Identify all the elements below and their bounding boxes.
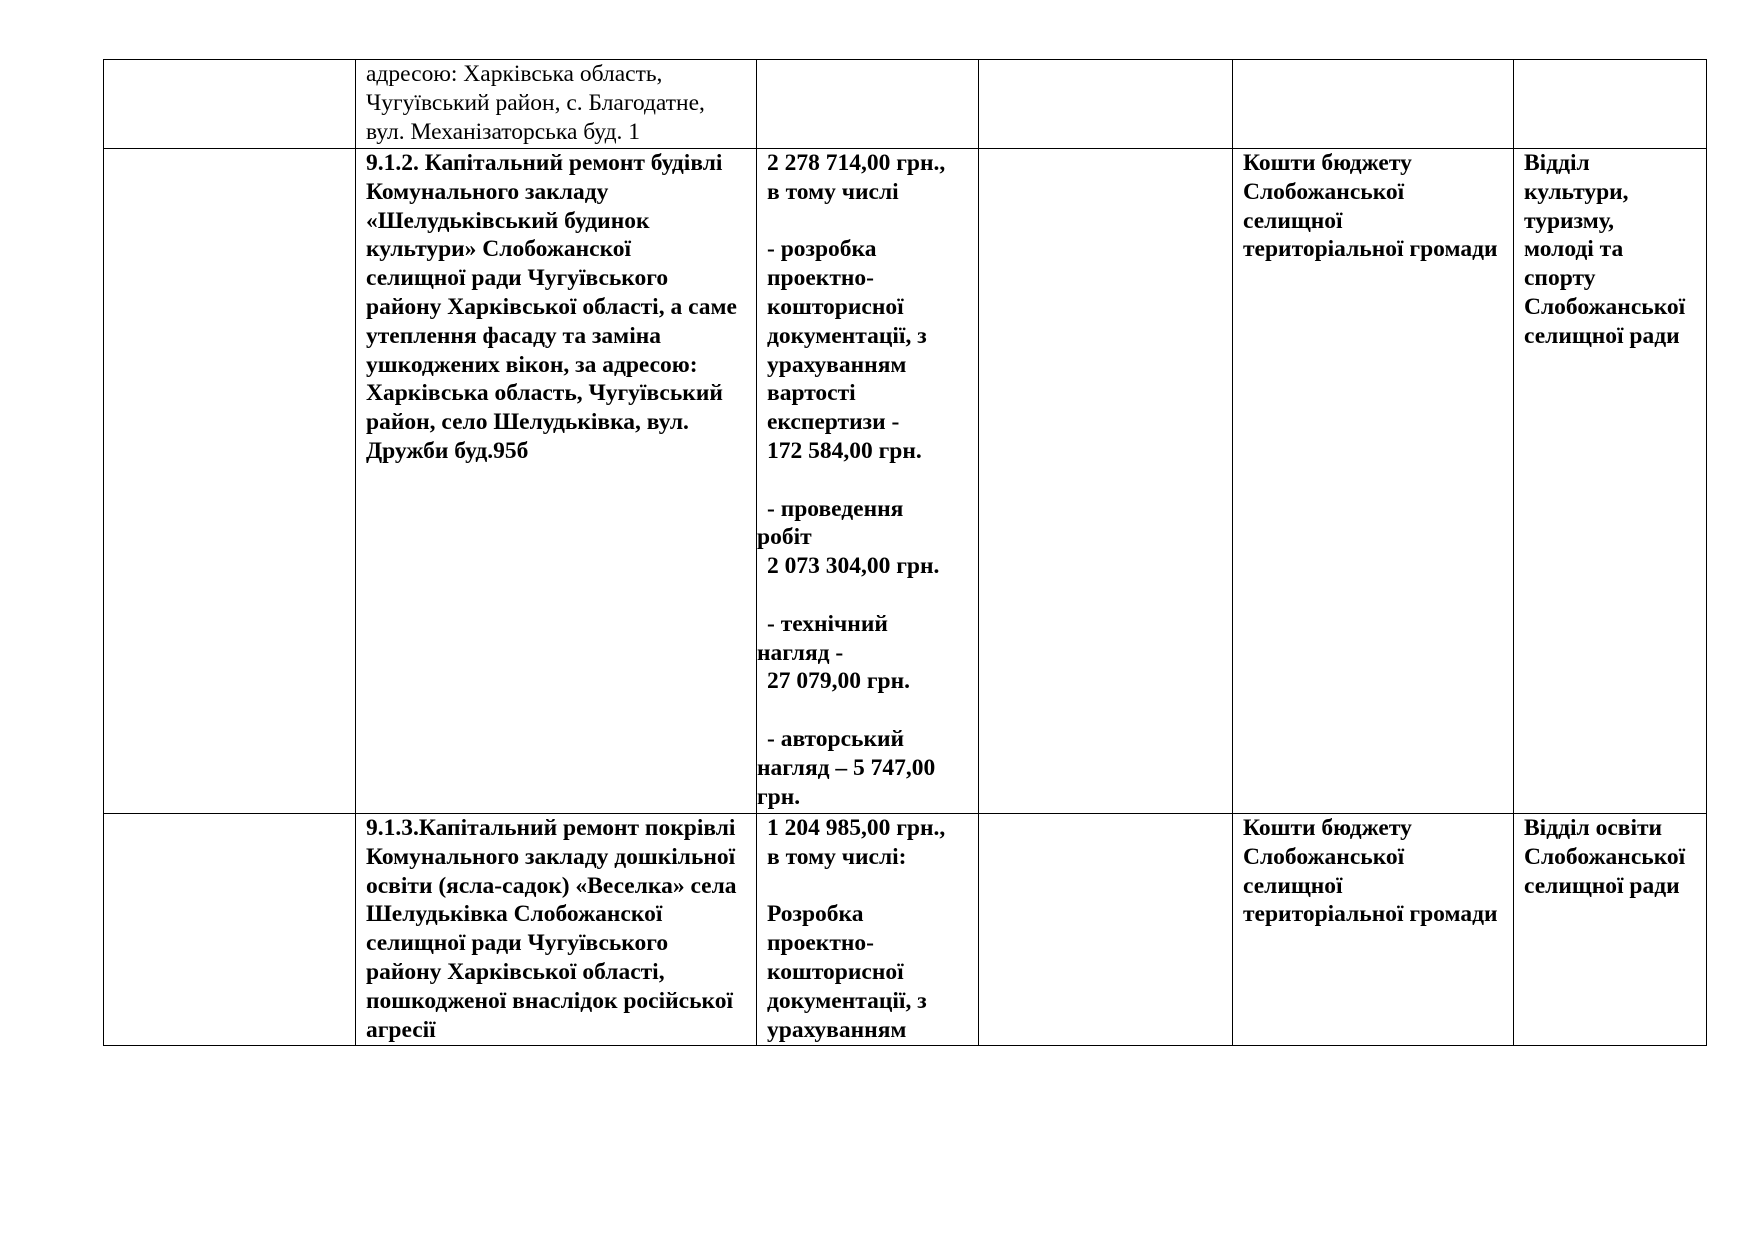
description-line: «Шелудьківський будинок [366,207,650,234]
executor-line: Відділ [1524,150,1590,176]
source-line: селищної [1243,207,1343,234]
source-cell [1233,149,1514,814]
amount-item-line: - технічний [767,610,888,637]
amount-intro: в тому числі: [767,843,907,870]
amount-total-line [767,814,968,843]
executor-line: культури, [1524,178,1629,205]
source-line: територіальної громади [1243,901,1498,928]
executor-cell [1514,814,1707,1046]
executor-line: селищної ради [1524,322,1680,349]
source-line: Кошти бюджету [1243,150,1412,176]
executor-line: туризму, [1524,207,1614,234]
empty-cell [979,814,1233,1046]
amount-total: 1 204 985,00 [767,815,891,841]
source-line: Слобожанської [1243,178,1405,205]
description-line: Комунального закладу дошкільної [366,843,736,870]
description-line: ушкоджених вікон, за адресою: [366,351,698,378]
description-line: району Харківської області, [366,958,665,985]
executor-cell [1514,60,1707,149]
amount-item-line: урахуванням [767,351,907,378]
source-cell [1233,814,1514,1046]
source-cell [1233,60,1514,149]
amount-item-line: документації, з [767,322,927,349]
executor-line: Слобожанської [1524,293,1686,320]
description-line: Дружби буд.95б [366,437,529,464]
executor-line: молоді та [1524,236,1624,263]
amount-item-value: 27 079,00 грн. [767,668,911,695]
table-row [104,814,1707,1046]
amount-item-line: робіт [757,524,812,551]
amount-cell [757,60,979,149]
description-line: селищної ради Чугуївського [366,265,669,292]
amount-item-line: вартості [767,380,856,407]
description-cell [356,814,757,1046]
empty-cell [979,149,1233,814]
description-line: вул. Механізаторська буд. 1 [366,118,641,145]
empty-cell [979,60,1233,149]
amount-item-value: 2 073 304,00 грн. [767,553,940,580]
amount-item-line: - проведення [767,495,904,522]
amount-unit: грн., [890,815,946,841]
amount-item-line: документації, з [767,987,927,1014]
amount-total: 2 278 714,00 грн., [767,150,946,176]
executor-line: спорту [1524,265,1596,292]
description-cell [356,149,757,814]
number-cell [104,814,356,1046]
description-line: Чугуївський район, с. Благодатне, [366,89,705,116]
number-cell [104,149,356,814]
amount-item-line: кошторисної [767,293,904,320]
amount-item-line: Розробка [767,901,864,928]
source-line: селищної [1243,872,1343,899]
source-line: Кошти бюджету [1243,815,1412,841]
description-line: культури» Слобожанскої [366,236,632,263]
amount-item-line: урахуванням [767,1016,907,1043]
amount-item-line: грн. [757,783,801,810]
executor-line: Відділ освіти [1524,815,1663,841]
amount-item-line: кошторисної [767,958,904,985]
amount-item-line: - розробка [767,236,877,263]
description-line: Харківська область, Чугуївський [366,380,723,407]
table-row [104,60,1707,149]
amount-cell [757,814,979,1046]
amount-item-line: проектно- [767,265,874,292]
description-line: 9.1.3.Капітальний ремонт покрівлі [366,815,736,841]
description-line: адресою: Харківська область, [366,61,663,87]
amount-item-line: нагляд – 5 747,00 [757,754,936,781]
description-line: Шелудьківка Слобожанскої [366,901,663,928]
source-line: Слобожанської [1243,843,1405,870]
description-line: район, село Шелудьківка, вул. [366,409,689,436]
description-line: пошкодженої внаслідок російської [366,987,734,1014]
description-cell [356,60,757,149]
number-cell [104,60,356,149]
program-table [103,59,1707,1046]
description-line: утеплення фасаду та заміна [366,322,662,349]
description-line: 9.1.2. Капітальний ремонт будівлі [366,150,723,176]
amount-intro: в тому числі [767,178,899,205]
source-line: територіальної громади [1243,236,1498,263]
amount-item-line: проектно- [767,930,874,957]
description-line: Комунального закладу [366,178,609,205]
amount-item-line: нагляд - [757,639,844,666]
description-line: району Харківської області, а саме [366,293,737,320]
table-row [104,149,1707,814]
executor-cell [1514,149,1707,814]
description-line: освіти (ясла-садок) «Веселка» села [366,872,737,899]
amount-item-line: експертизи - [767,409,900,436]
amount-item-value: 172 584,00 грн. [767,437,922,464]
executor-line: селищної ради [1524,872,1680,899]
amount-item-line: - авторський [767,725,905,752]
description-line: селищної ради Чугуївського [366,930,669,957]
amount-cell [757,149,979,814]
description-line: агресії [366,1016,436,1043]
executor-line: Слобожанської [1524,843,1686,870]
